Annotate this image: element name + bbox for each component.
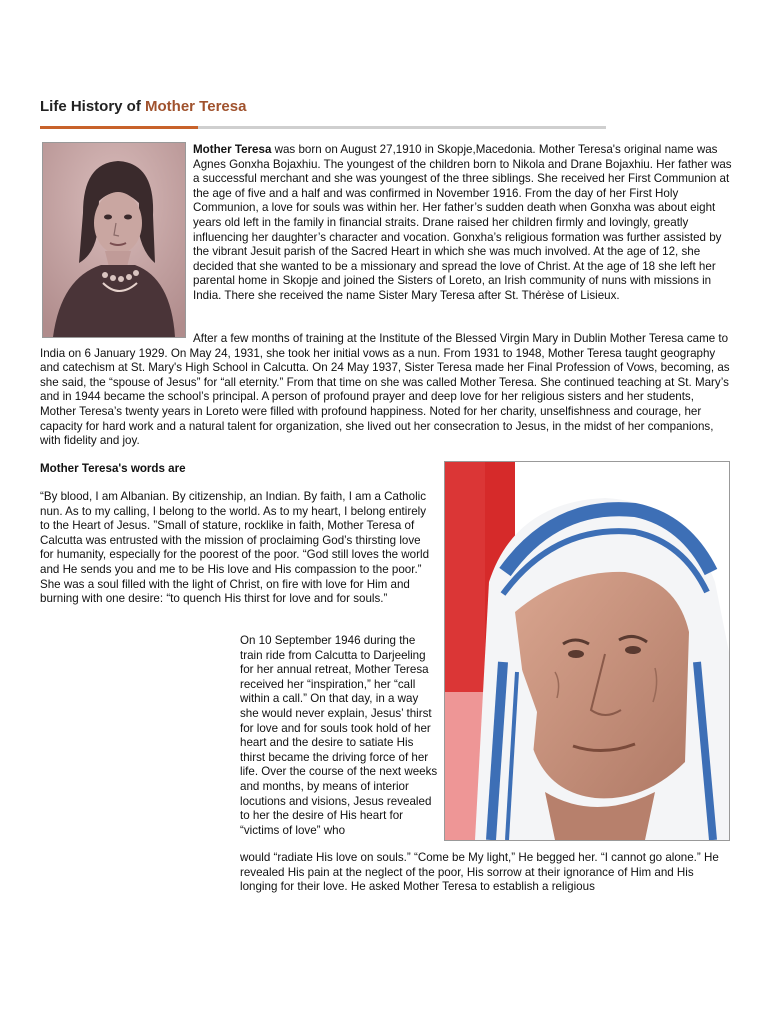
title-prefix: Life History of (40, 98, 146, 115)
quote-paragraph-text: “By blood, I am Albanian. By citizenship, an Indian. By faith, I am a Catholic nun. As to my calling, I belong to the world. As to my heart, I belong entirely to the Heart of Jesus. ”Small of stature, rocklike in faith, Mother Teresa of Calcutta was entrusted with the mission of proclaiming God’s thirsting love for humanity, especially for the poorest of the poor. “God still loves the world and He sends you and me to be His love and His compassion to the poor.” She was a soul filled with the light of Christ, on fire with love for Him and burning with one desire: “to quench His thirst for love and for souls.” (40, 490, 430, 606)
title-divider (40, 126, 606, 129)
inspiration-paragraph-part1 (240, 634, 438, 838)
elder-portrait-illustration (445, 462, 729, 840)
title-divider-accent (40, 126, 198, 129)
inspiration-paragraph-part2 (240, 851, 730, 895)
intro-lead-name: Mother Teresa (193, 143, 272, 156)
words-heading: Mother Teresa's words are (40, 462, 186, 475)
inspiration-paragraph-part2-text: would “radiate His love on souls.” “Come be My light,” He begged her. “I cannot go alone.” He revealed His pain at the neglect of the poor, His sorrow at their ignorance of Him and His longing for their love. He asked Mother Teresa to establish a religious (240, 851, 719, 894)
title-name: Mother Teresa (145, 98, 247, 115)
page-title (40, 98, 246, 115)
intro-paragraph-text: was born on August 27,1910 in Skopje,Macedonia. Mother Teresa's original name was Agnes Gonxha Bojaxhiu. The youngest of the children born to Nikola and Drane Bojaxhiu. Her father was a successful merchant and she was youngest of the three siblings. She received her First Communion at the age of five and a half and was confirmed in November 1916. From the day of her First Holy Communion, a love for souls was within her. Her father’s sudden death when Gonxha was about eight years old left in the family in financial straits. Drane raised her children firmly and lovingly, greatly influencing her daughter’s character and vocation. Gonxha’s religious formation was further assisted by the vibrant Jesuit parish of the Sacred Heart in which she was much involved. At the age of 12, she decided that she wanted to be a missionary and spread the love of Christ. At the age of 18 she left her parental home in Skopje and joined the Sisters of Loreto, an Irish community of nuns with missions in India. There she received the name Sister Mary Teresa after St. Thérèse of Lisieux. (193, 143, 732, 302)
inspiration-paragraph-part1-text: On 10 September 1946 during the train ride from Calcutta to Darjeeling for her annual retreat, Mother Teresa received her “inspiration,” her “call within a call.” On that day, in a way she would never explain, Jesus’ thirst for love and for souls took hold of her heart and the desire to satiate His thirst became the driving force of her life. Over the course of the next weeks and months, by means of interior locutions and visions, Jesus revealed to her the desire of His heart for “victims of love” who (240, 634, 438, 837)
loreto-paragraph-text: After a few months of training at the Institute of the Blessed Virgin Mary in Dublin Mother Teresa came to India on 6 January 1929. On May 24, 1931, she took her initial vows as a nun. From 1931 to 1948, Mother Teresa taught geography and catechism at St. Mary's High School in Calcutta. On 24 May 1937, Sister Teresa made her Final Profession of Vows, becoming, as she said, the “spouse of Jesus” for “all eternity.” From that time on she was called Mother Teresa. She continued teaching at St. Mary’s and in 1944 became the school’s principal. A person of profound prayer and deep love for her religious sisters and her students, Mother Teresa’s twenty years in Loreto were filled with profound happiness. Noted for her charity, unselfishness and courage, her capacity for hard work and a natural talent for organization, she lived out her consecration to Jesus, in the midst of her companions, with fidelity and joy. (40, 332, 730, 448)
quote-paragraph (40, 490, 435, 607)
loreto-paragraph (40, 332, 730, 449)
intro-paragraph (193, 143, 733, 304)
young-portrait-image (42, 142, 186, 338)
young-portrait-illustration (43, 143, 185, 337)
elder-portrait-image (444, 461, 730, 841)
